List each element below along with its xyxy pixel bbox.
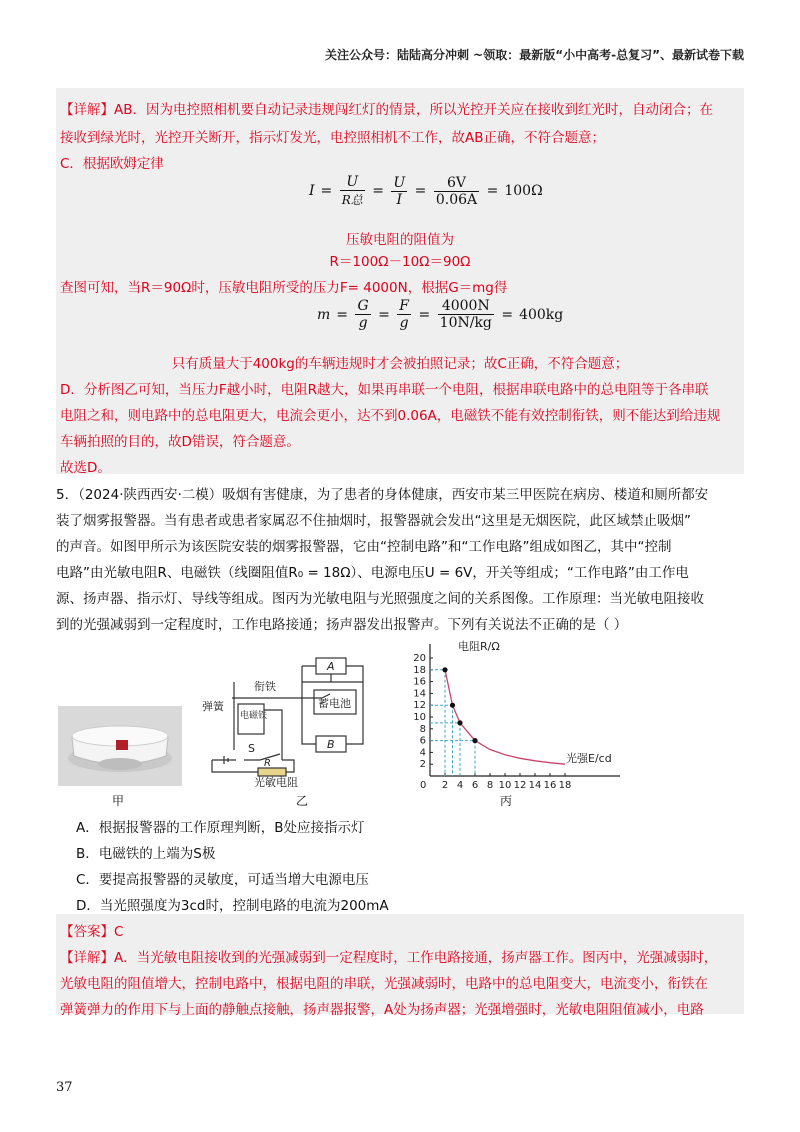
chart-x-tick-label: 6 <box>471 780 479 791</box>
resistance-light-chart <box>400 636 630 792</box>
chart-x-tick-label: 2 <box>441 780 449 791</box>
electromagnet-label: 电磁铁 <box>240 711 268 721</box>
chart-xlabel: 光强E/cd <box>566 752 612 765</box>
armature-label: 衔铁 <box>254 680 276 693</box>
photoresistor-label: 光敏电阻 <box>254 776 298 787</box>
option-c: C．要提高报警器的灵敏度，可适当增大电源电压 <box>76 872 369 888</box>
chart-y-tick-label: 2 <box>419 759 426 771</box>
resistor-label: R <box>264 758 271 769</box>
solution-line: 查图可知，当R＝90Ω时，压敏电阻所受的压力F= 4000N，根据G＝mg得 <box>60 280 508 296</box>
chart-x-tick-label: 14 <box>528 780 542 791</box>
switch-label: S <box>248 742 255 755</box>
answer-detail-line: 【详解】A．当光敏电阻接收到的光强减弱到一定程度时，工作电路接通，扬声器工作。图丙中，光强减弱时， <box>60 950 718 966</box>
chart-y-tick-label: 10 <box>413 712 426 723</box>
chart-y-tick-label: 12 <box>413 700 426 712</box>
figure-caption: 乙 <box>296 794 309 808</box>
box-b-label: B <box>327 738 335 751</box>
solution-line: 接收到绿光时，光控开关断开，指示灯发光，电控照相机不工作，故AB正确，不符合题意； <box>60 130 605 146</box>
question-line: 源、扬声器、指示灯、导线等组成。图丙为光敏电阻与光照强度之间的关系图像。工作原理：当光敏电阻接收 <box>56 591 704 607</box>
spring-label: 弹簧 <box>202 700 224 713</box>
solution-line: 车辆拍照的目的，故D错误，符合题意。 <box>60 434 300 450</box>
chart-series-line <box>445 670 565 764</box>
solution-line: 电阻之和，则电路中的总电阻更大，电流会更小，达不到0.06A，电磁铁不能有效控制衔铁，则不能达到给违规 <box>60 408 721 424</box>
chart-y-tick-label: 6 <box>419 735 426 747</box>
circuit-diagram <box>198 652 398 787</box>
question-line: 电路”由光敏电阻R、电磁铁（线圈阻值R₀ = 18Ω）、电源电压U = 6V，开关等组成；“工作电路”由工作电 <box>56 565 689 581</box>
chart-ylabel: 电阻R/Ω <box>458 640 500 653</box>
question-line: 5．（2024·陕西西安·二模）吸烟有害健康，为了患者的身体健康，西安市某三甲医院在病房、楼道和厕所都安 <box>56 487 709 503</box>
chart-x-tick-label: 16 <box>543 780 557 791</box>
chart-origin-label: 0 <box>420 780 427 791</box>
chart-x-tick-label: 10 <box>498 780 512 791</box>
solution-line: 故选D。 <box>60 460 111 476</box>
option-b: B．电磁铁的上端为S极 <box>76 846 216 862</box>
chart-x-tick-label: 8 <box>486 780 494 791</box>
answer-detail-line: 弹簧弹力的作用下与上面的静触点接触，扬声器报警，A处为扬声器；光强增强时，光敏电阻阻值减小，电路 <box>60 1002 704 1018</box>
solution-line: 【详解】AB．因为电控照相机要自动记录违规闯红灯的情景，所以光控开关应在接收到红光时，自动闭合；在 <box>60 102 713 118</box>
option-a: A．根据报警器的工作原理判断，B处应接指示灯 <box>76 820 365 836</box>
answer-label: 【答案】C <box>60 924 124 940</box>
chart-y-tick-label: 14 <box>413 688 426 700</box>
chart-x-tick-label: 18 <box>558 780 572 791</box>
chart-y-tick-label: 18 <box>413 664 426 676</box>
box-a-label: A <box>327 660 335 673</box>
chart-point <box>457 720 462 725</box>
chart-point <box>450 703 455 708</box>
solution-line: D．分析图乙可知，当压力F越小时，电阻R越大，如果再串联一个电阻，根据串联电路中的总电阻等于各串联 <box>60 382 709 398</box>
solution-line: 只有质量大于400kg的车辆违规时才会被拍照记录；故C正确，不符合题意； <box>171 356 629 372</box>
figure-caption: 甲 <box>112 794 125 808</box>
figure-caption: 丙 <box>500 794 513 808</box>
chart-point <box>472 738 477 743</box>
solution-line: C．根据欧姆定律 <box>60 156 164 172</box>
question-line: 到的光强减弱到一定程度时，工作电路接通；扬声器发出报警声。下列有关说法不正确的是（ ） <box>56 617 628 633</box>
chart-x-tick-label: 4 <box>456 780 464 791</box>
battery-box-label: 蓄电池 <box>318 697 351 710</box>
page-number: 37 <box>56 1080 73 1095</box>
mass-formula: m = $\frac{G}{g}$ = $\frac{F}{g}$ = $\frac{4000N}{10N/kg}$ = 400kg <box>317 298 564 331</box>
page-header: 关注公众号：陆陆高分冲刺 ~领取：最新版“小中高考-总复习”、最新试卷下载 <box>325 48 744 62</box>
answer-detail-line: 光敏电阻的阻值增大，控制电路中，根据电阻的串联，光强减弱时，电路中的总电阻变大，电流变小，衔铁在 <box>60 976 708 992</box>
solution-line: R＝100Ω－10Ω＝90Ω <box>329 254 471 270</box>
chart-y-tick-label: 20 <box>413 653 426 664</box>
smoke-detector-photo <box>58 706 182 786</box>
solution-line: 压敏电阻的阻值为 <box>346 232 454 248</box>
ohms-law-formula: I = $\frac{U}{\text{R总}}$ = $\frac{U}{I}$ = $\frac{6V}{0.06A}$ = 100Ω <box>309 174 543 208</box>
option-d: D．当光照强度为3cd时，控制电路的电流为200mA <box>76 898 389 914</box>
question-line: 装了烟雾报警器。当有患者或患者家属忍不住抽烟时，报警器就会发出“这里是无烟医院，此区域禁止吸烟” <box>56 513 691 529</box>
chart-x-tick-label: 12 <box>513 780 527 791</box>
chart-y-tick-label: 8 <box>419 723 426 735</box>
question-line: 的声音。如图甲所示为该医院安装的烟雾报警器，它由“控制电路”和“工作电路”组成如图乙，其中“控制 <box>56 539 672 555</box>
question-5 <box>56 482 746 638</box>
chart-point <box>442 667 447 672</box>
chart-y-tick-label: 16 <box>413 676 426 688</box>
chart-y-tick-label: 4 <box>419 747 426 759</box>
